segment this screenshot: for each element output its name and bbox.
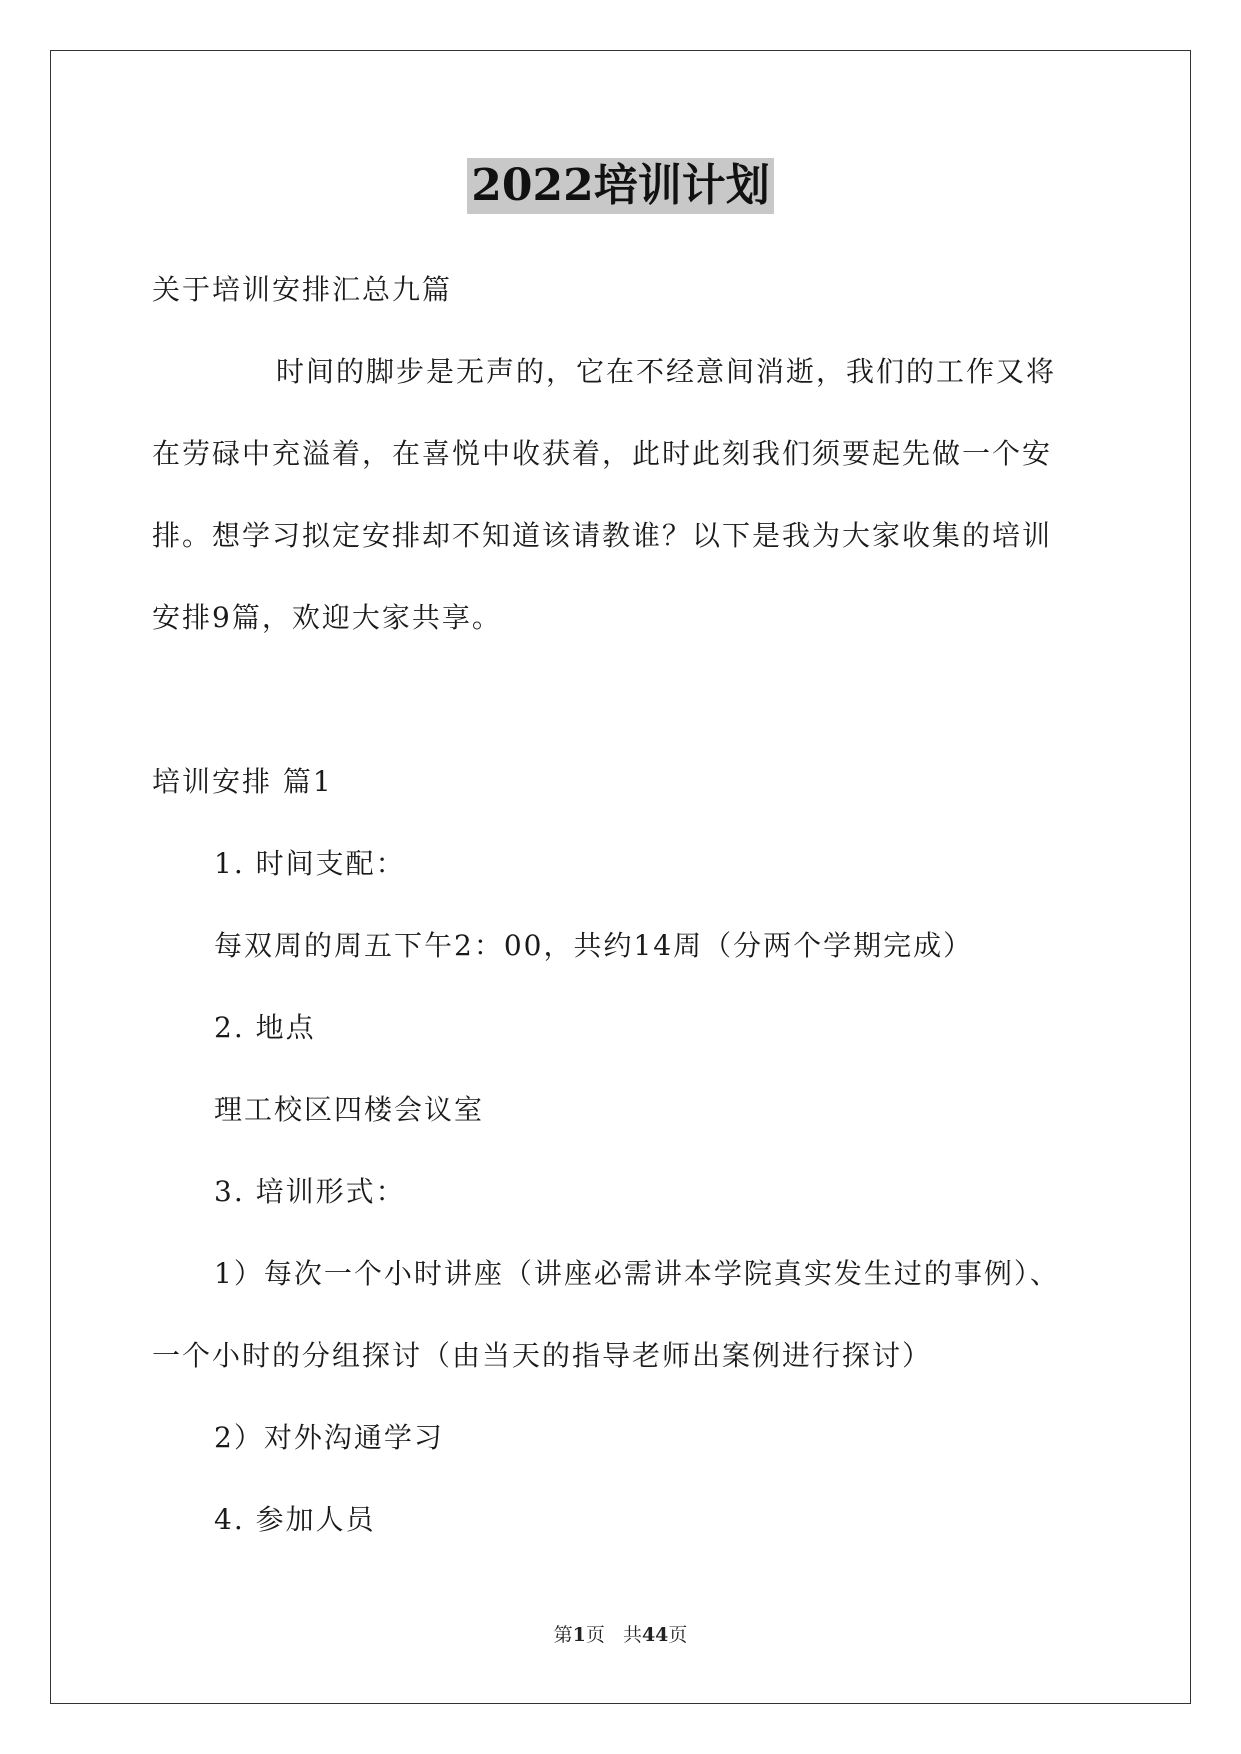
document-subtitle: 关于培训安排汇总九篇 [152, 273, 453, 306]
page-footer [0, 1622, 1241, 1648]
footer-page-suffix: 页 [668, 1624, 688, 1646]
footer-page-total: 44 [641, 1624, 669, 1646]
title-wrap [0, 158, 1241, 214]
item-time-detail: 每双周的周五下午2：00，共约14周（分两个学期完成） [214, 929, 974, 962]
intro-line-2: 在劳碌中充溢着，在喜悦中收获着，此时此刻我们须要起先做一个安 [152, 437, 1053, 470]
intro-line-3: 排。想学习拟定安排却不知道该请教谁？以下是我为大家收集的培训 [152, 519, 1053, 552]
footer-page-current: 1 [572, 1624, 586, 1646]
item-format-heading: 3. 培训形式： [214, 1175, 406, 1208]
item-format-detail-1-cont: 一个小时的分组探讨（由当天的指导老师出案例进行探讨） [152, 1339, 933, 1372]
item-format-detail-1: 1）每次一个小时讲座（讲座必需讲本学院真实发生过的事例）、 [214, 1257, 1060, 1290]
item-participants-heading: 4. 参加人员 [214, 1503, 376, 1536]
item-location-heading: 2. 地点 [214, 1011, 316, 1044]
section-heading: 培训安排 篇1 [152, 765, 333, 798]
footer-page-mid: 页 共 [585, 1624, 642, 1646]
intro-line-4: 安排9篇，欢迎大家共享。 [152, 601, 502, 634]
item-time-heading: 1. 时间支配： [214, 847, 406, 880]
item-format-detail-2: 2）对外沟通学习 [214, 1421, 444, 1454]
item-location-detail: 理工校区四楼会议室 [214, 1093, 485, 1126]
intro-line-1: 时间的脚步是无声的，它在不经意间消逝，我们的工作又将 [276, 355, 1057, 388]
document-title: 2022培训计划 [467, 158, 773, 214]
footer-page-prefix: 第 [553, 1624, 573, 1646]
